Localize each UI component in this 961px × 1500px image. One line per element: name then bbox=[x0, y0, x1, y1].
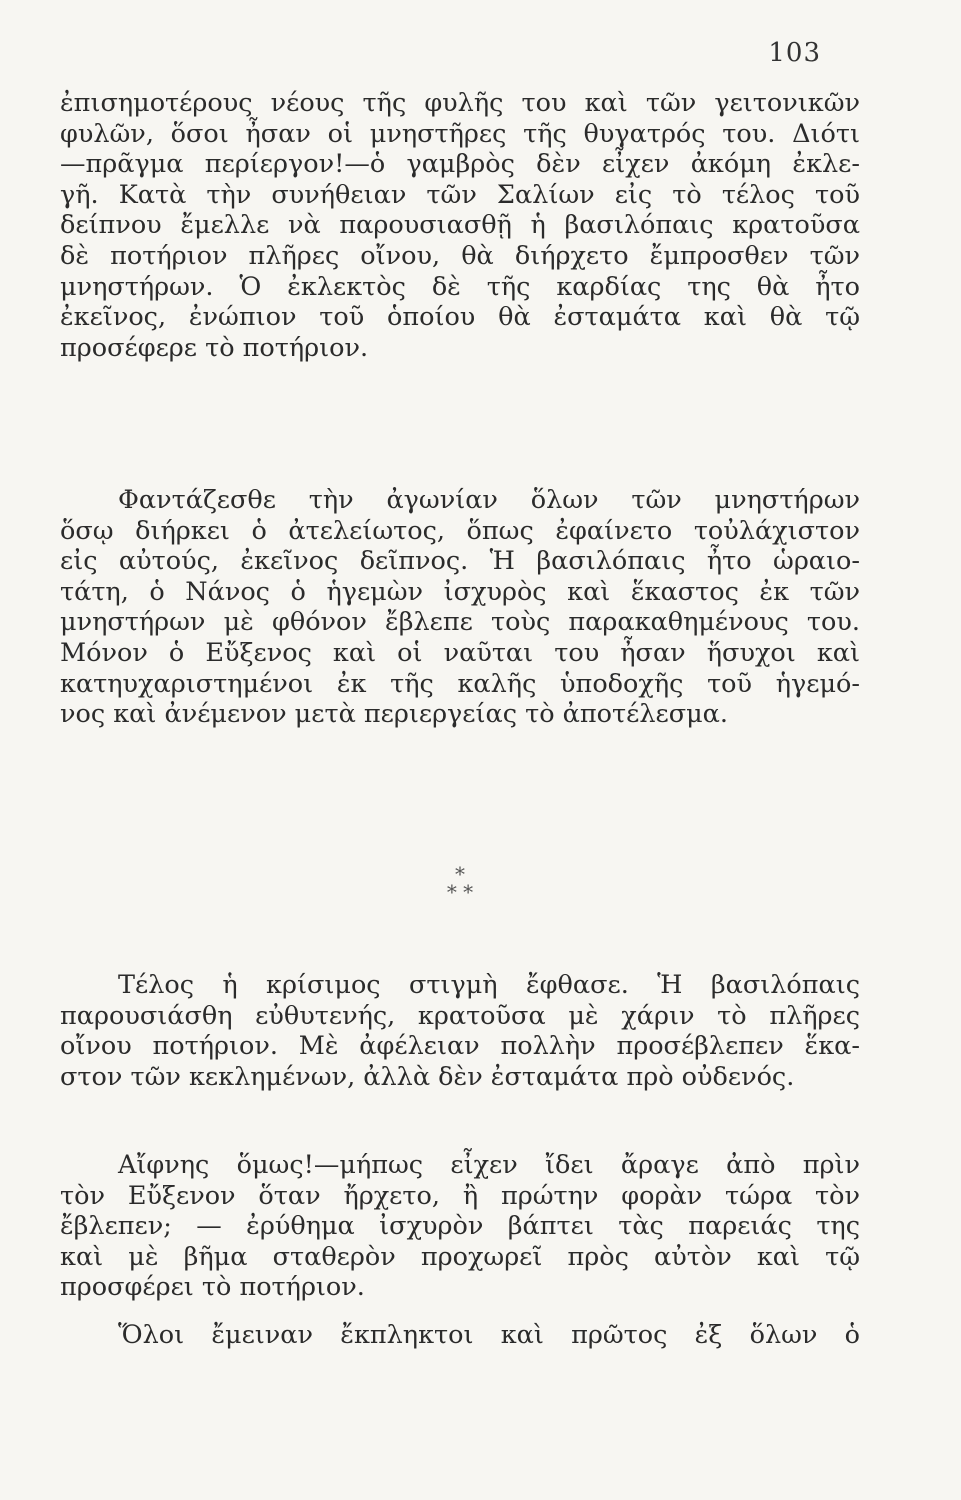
paragraph-1 bbox=[60, 88, 860, 363]
text-line: Μόνον ὁ Εὔξενος καὶ οἱ ναῦται του ἦσαν ἥσυχοι καὶ bbox=[60, 637, 860, 668]
section-separator bbox=[410, 862, 510, 904]
text-line: τὸν Εὔξενον ὅταν ἤρχετο, ἢ πρώτην φορὰν τώρα τὸν bbox=[60, 1180, 860, 1211]
text-line: φυλῶν, ὅσοι ἦσαν οἱ μνηστῆρες τῆς θυγατρός του. Διότι bbox=[60, 118, 860, 149]
text-line: Ὅλοι ἔμειναν ἔκπληκτοι καὶ πρῶτος ἐξ ὅλων ὁ bbox=[118, 1320, 860, 1350]
separator-asterisk-bottom: * * bbox=[446, 880, 474, 904]
text-line: δείπνου ἔμελλε νὰ παρουσιασθῇ ἡ βασιλόπαις κρατοῦσα bbox=[60, 210, 860, 241]
text-line: μνηστήρων. Ὁ ἐκλεκτὸς δὲ τῆς καρδίας της θὰ ἦτο bbox=[60, 271, 860, 302]
text-line: ἐπισημοτέρους νέους τῆς φυλῆς του καὶ τῶν γειτονικῶν bbox=[60, 88, 860, 118]
text-line: δὲ ποτήριον πλῆρες οἴνου, θὰ διήρχετο ἔμπροσθεν τῶν bbox=[60, 240, 860, 271]
text-line: τάτη, ὁ Νάνος ὁ ἡγεμὼν ἰσχυρὸς καὶ ἕκαστος ἐκ τῶν bbox=[60, 576, 860, 607]
text-line: εἰς αὐτούς, ἐκεῖνος δεῖπνος. Ἡ βασιλόπαις ἦτο ὡραιο- bbox=[60, 546, 860, 577]
text-line: προσέφερε τὸ ποτήριον. bbox=[60, 332, 369, 363]
text-line: Αἴφνης ὅμως!—μήπως εἶχεν ἴδει ἄραγε ἀπὸ πρὶν bbox=[118, 1150, 860, 1180]
text-line: κατηυχαριστημένοι ἐκ τῆς καλῆς ὑποδοχῆς τοῦ ἡγεμό- bbox=[60, 668, 860, 699]
text-line: στον τῶν κεκλημένων, ἀλλὰ δὲν ἐσταμάτα πρὸ οὐδενός. bbox=[60, 1061, 795, 1092]
text-line: Τέλος ἡ κρίσιμος στιγμὴ ἔφθασε. Ἡ βασιλόπαις bbox=[118, 970, 860, 1000]
text-line: γῆ. Κατὰ τὴν συνήθειαν τῶν Σαλίων εἰς τὸ τέλος τοῦ bbox=[60, 179, 860, 210]
text-line: ἔβλεπεν; — ἐρύθημα ἰσχυρὸν βάπτει τὰς παρειάς της bbox=[60, 1211, 860, 1242]
text-line: μνηστήρων μὲ φθόνον ἔβλεπε τοὺς παρακαθημένους του. bbox=[60, 607, 860, 638]
paragraph-2 bbox=[60, 485, 860, 730]
paragraph-5 bbox=[60, 1320, 860, 1351]
page-number: 103 bbox=[768, 38, 821, 68]
text-line: —πρᾶγμα περίεργον!—ὁ γαμβρὸς δὲν εἶχεν ἀκόμη ἐκλε- bbox=[60, 149, 860, 180]
paragraph-3 bbox=[60, 970, 860, 1092]
separator-asterisk-top: * bbox=[455, 862, 465, 886]
text-line: ἐκεῖνος, ἐνώπιον τοῦ ὁποίου θὰ ἐσταμάτα καὶ θὰ τῷ bbox=[60, 302, 860, 333]
text-line: προσφέρει τὸ ποτήριον. bbox=[60, 1272, 365, 1303]
text-line: οἴνου ποτήριον. Μὲ ἀφέλειαν πολλὴν προσέβλεπεν ἕκα- bbox=[60, 1031, 860, 1062]
paragraph-4 bbox=[60, 1150, 860, 1303]
text-line: ὅσῳ διήρκει ὁ ἀτελείωτος, ὅπως ἐφαίνετο τοὐλάχιστον bbox=[60, 515, 860, 546]
text-line: νος καὶ ἀνέμενον μετὰ περιεργείας τὸ ἀποτέλεσμα. bbox=[60, 699, 729, 730]
text-line: παρουσιάσθη εὐθυτενής, κρατοῦσα μὲ χάριν τὸ πλῆρες bbox=[60, 1000, 860, 1031]
text-line: Φαντάζεσθε τὴν ἀγωνίαν ὅλων τῶν μνηστήρων bbox=[118, 485, 860, 515]
text-line: καὶ μὲ βῆμα σταθερὸν προχωρεῖ πρὸς αὐτὸν καὶ τῷ bbox=[60, 1241, 860, 1272]
